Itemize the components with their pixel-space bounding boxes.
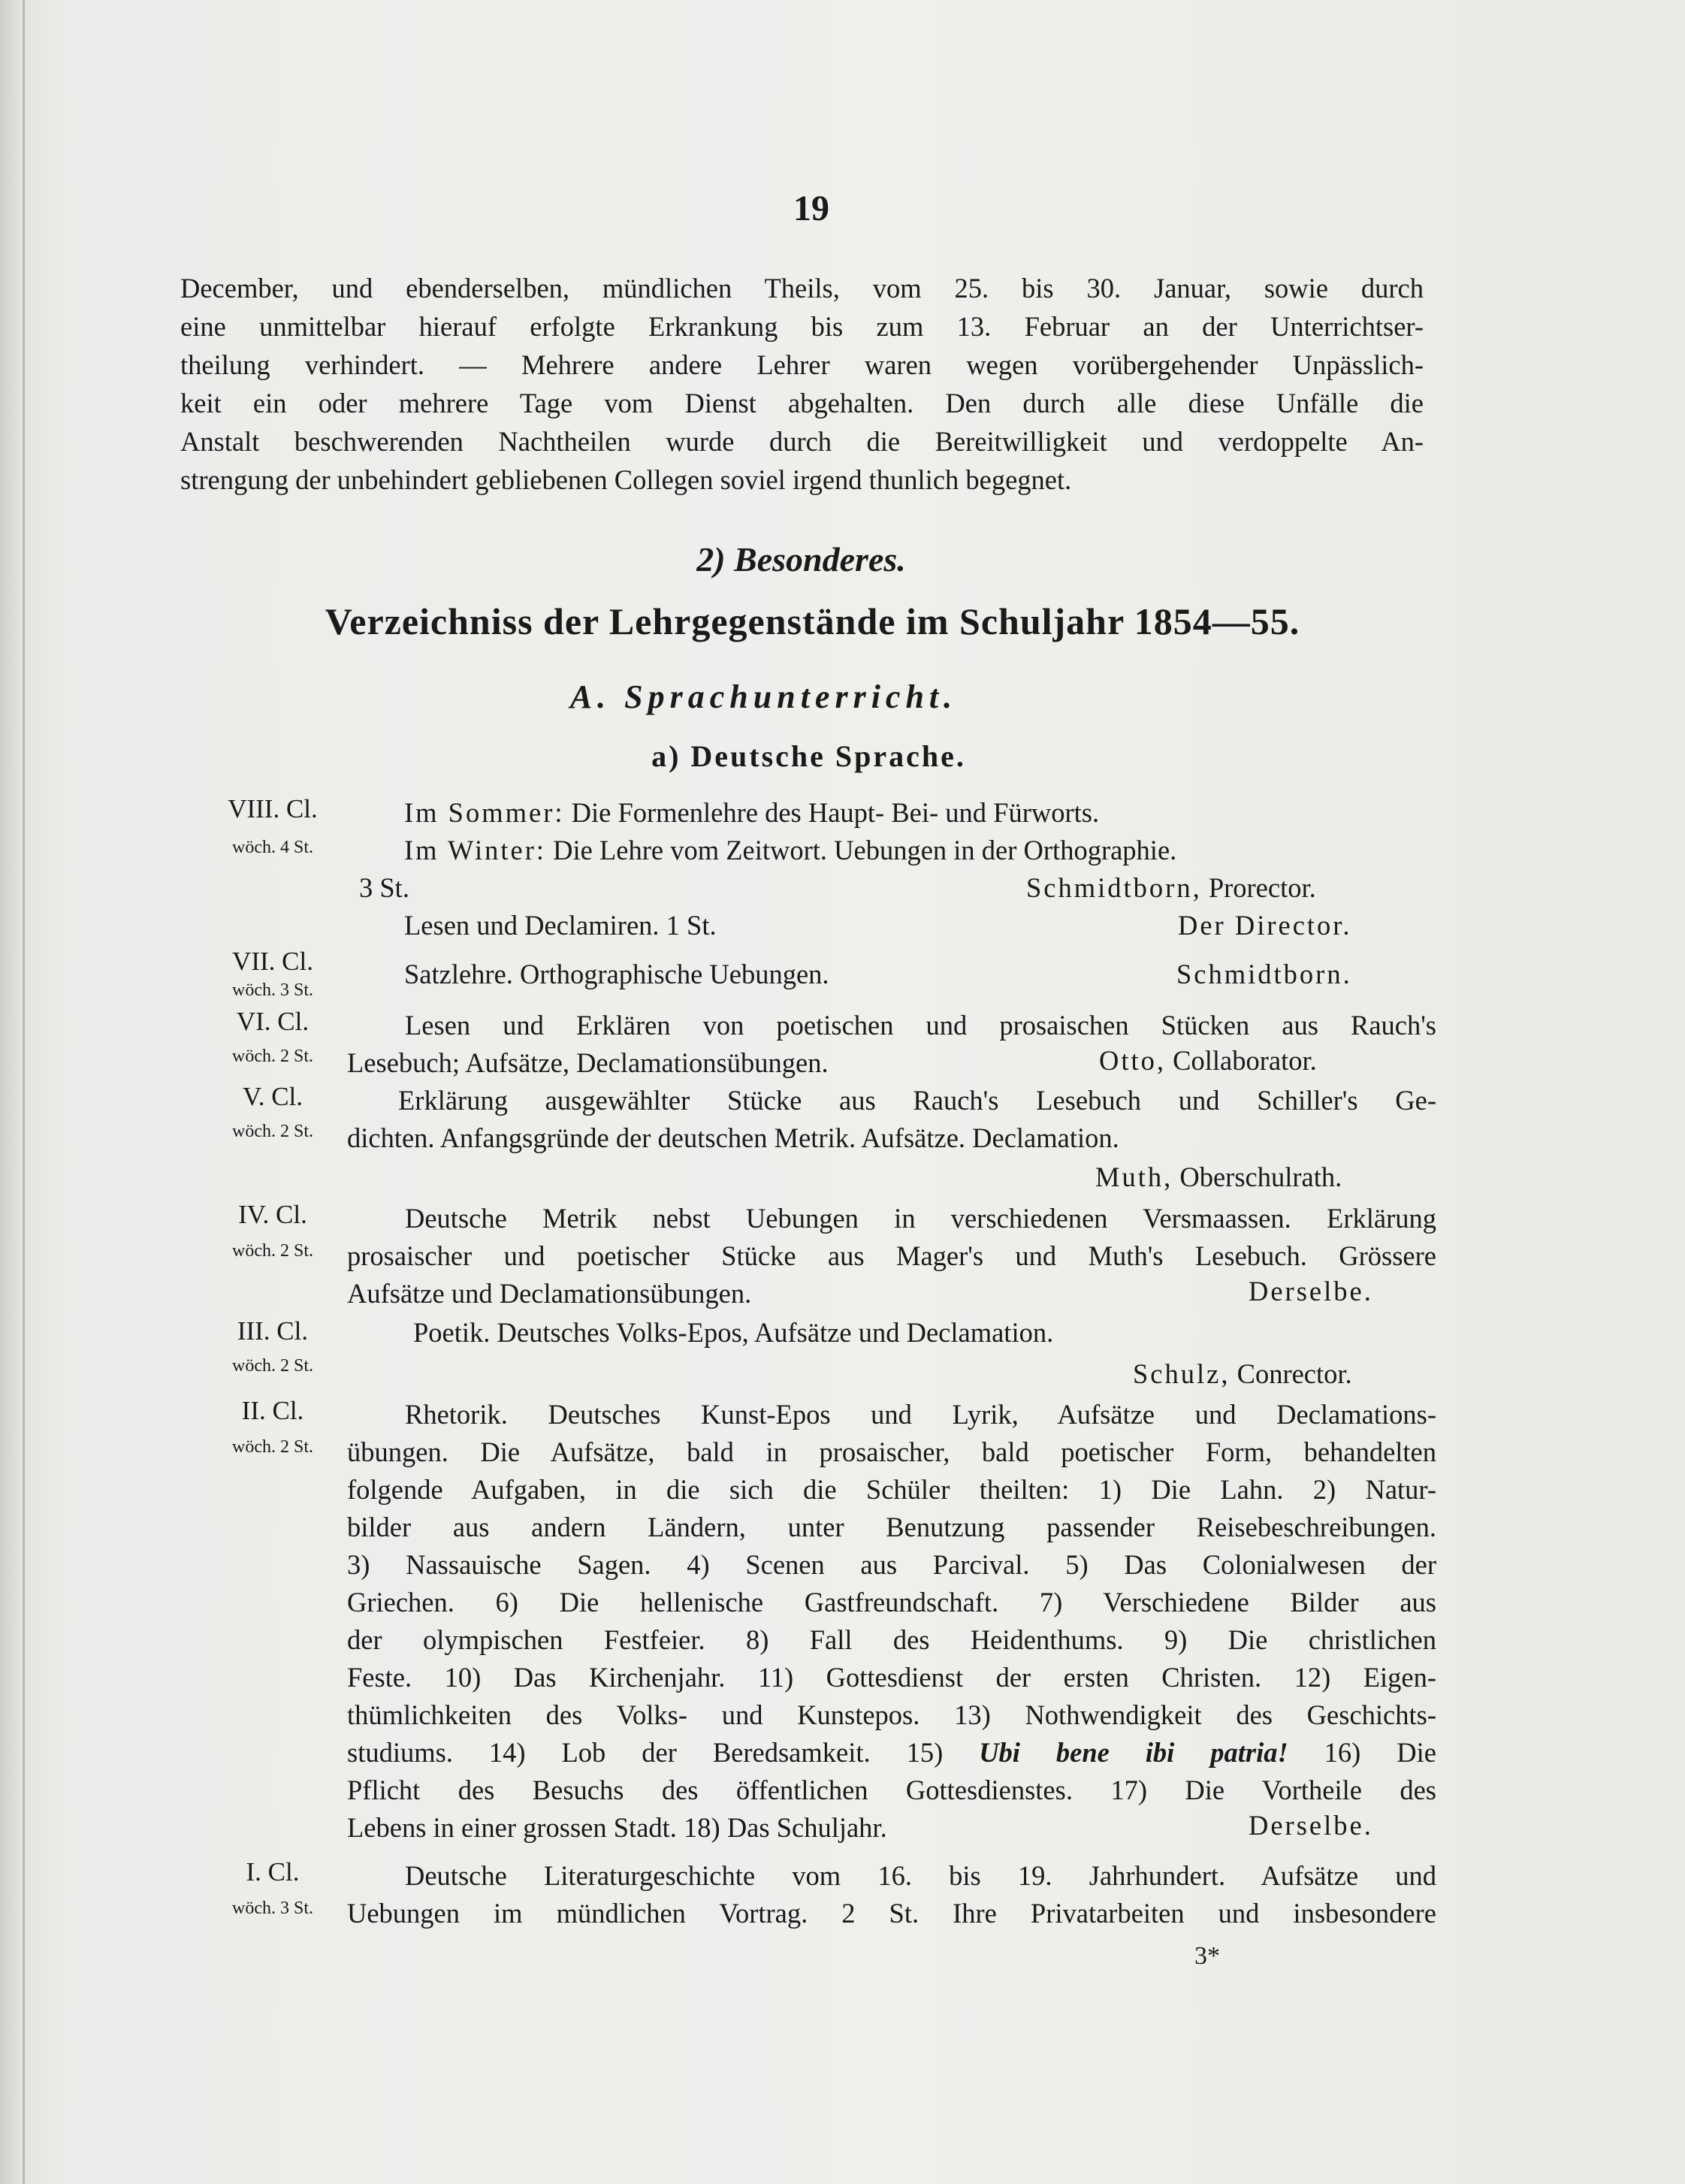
text-line: Erklärung ausgewählter Stücke aus Rauch's Lesebuch und Schiller's Ge- xyxy=(398,1085,1436,1116)
class-label-ii: II. Cl. xyxy=(241,1396,304,1425)
teacher-name: Muth, xyxy=(1095,1161,1173,1192)
text-line: Deutsche Literaturgeschichte vom 16. bis 19. Jahrhundert. Aufsätze und xyxy=(405,1860,1436,1891)
season-label: Im Winter: xyxy=(404,835,547,865)
intro-paragraph xyxy=(180,269,1424,499)
signature-mark: 3* xyxy=(1194,1942,1220,1970)
text-line: Griechen. 6) Die hellenische Gastfreundschaft. 7) Verschiedene Bilder aus xyxy=(347,1587,1436,1618)
class-label-iii: III. Cl. xyxy=(237,1316,309,1346)
intro-line: theilung verhindert. — Mehrere andere Lehrer waren wegen vorübergehender Unpässlich- xyxy=(180,349,1424,380)
teacher-name: Schmidtborn. xyxy=(1176,959,1352,989)
teacher-director: Der Director. xyxy=(1178,910,1352,941)
ubi-before: studiums. 14) Lob der Beredsamkeit. 15) xyxy=(347,1737,944,1768)
text-line: prosaischer und poetischer Stücke aus Mager's und Muth's Lesebuch. Grössere xyxy=(347,1240,1436,1271)
text-line: 3) Nassauische Sagen. 4) Scenen aus Parcival. 5) Das Colonialwesen der xyxy=(347,1549,1436,1580)
class-hours-ii: wöch. 2 St. xyxy=(232,1437,313,1457)
winter-text: Die Lehre vom Zeitwort. Uebungen in der Orthographie. xyxy=(553,835,1177,865)
heading-title: Verzeichniss der Lehrgegenstände im Schuljahr 1854—55. xyxy=(325,600,1300,642)
intro-line: keit ein oder mehrere Tage vom Dienst abgehalten. Den durch alle diese Unfälle die xyxy=(180,388,1424,418)
text-line: Uebungen im mündlichen Vortrag. 2 St. Ihre Privatarbeiten und insbesondere xyxy=(347,1898,1436,1929)
teacher-name: Schulz, xyxy=(1133,1358,1231,1389)
text-line: Rhetorik. Deutsches Kunst-Epos und Lyrik, Aufsätze und Declamations- xyxy=(405,1399,1436,1430)
text-line: Lesen und Erklären von poetischen und prosaischen Stücken aus Rauch's xyxy=(405,1010,1436,1041)
text-line: Aufsätze und Declamationsübungen. xyxy=(347,1278,752,1309)
text-line: Pflicht des Besuchs des öffentlichen Gottesdienstes. 17) Die Vortheile des xyxy=(347,1775,1436,1805)
class-vii-text: Satzlehre. Orthographische Uebungen. xyxy=(404,959,829,989)
heading-sprachunterricht: A. Sprachunterricht. xyxy=(569,678,958,715)
teacher-line xyxy=(1095,1161,1342,1193)
class-label-vi: VI. Cl. xyxy=(236,1007,310,1036)
class-label-i: I. Cl. xyxy=(246,1857,300,1886)
teacher-name: Otto, xyxy=(1099,1045,1167,1076)
latin-phrase: Ubi bene ibi patria! xyxy=(979,1737,1288,1768)
heading-besonderes: 2) Besonderes. xyxy=(696,540,906,578)
intro-line: eine unmittelbar hierauf erfolgte Erkrankung bis zum 13. Februar an der Unterrichtser- xyxy=(180,311,1424,342)
teacher-line xyxy=(1133,1358,1352,1390)
intro-line: December, und ebenderselben, mündlichen Theils, vom 25. bis 30. Januar, sowie durch xyxy=(180,273,1424,304)
teacher-name: Schmidtborn, xyxy=(1026,872,1202,903)
text-line: der olympischen Festfeier. 8) Fall des Heidenthums. 9) Die christlichen xyxy=(347,1624,1436,1655)
class-hours-viii: wöch. 4 St. xyxy=(232,838,313,857)
text-line xyxy=(404,794,1433,832)
text-line: thümlichkeiten des Volks- und Kunstepos. 13) Nothwendigkeit des Geschichts- xyxy=(347,1699,1436,1730)
intro-line: Anstalt beschwerenden Nachtheilen wurde durch die Bereitwilligkeit und verdoppelte An- xyxy=(180,426,1424,457)
teacher-title: Oberschulrath. xyxy=(1179,1161,1342,1192)
teacher-title: Prorector. xyxy=(1208,872,1316,903)
text-line: übungen. Die Aufsätze, bald in prosaischer, bald poetischer Form, behandelten xyxy=(347,1436,1436,1467)
page-edge-shadow xyxy=(23,0,25,2184)
teacher-name: Derselbe. xyxy=(1249,1276,1373,1306)
class-i-text xyxy=(347,1857,1436,1932)
sommer-text: Die Formenlehre des Haupt- Bei- und Fürworts. xyxy=(571,797,1100,828)
class-hours-vi: wöch. 2 St. xyxy=(232,1047,313,1066)
teacher-title: Conrector. xyxy=(1237,1358,1352,1389)
class-hours-v: wöch. 2 St. xyxy=(232,1122,313,1141)
class-hours-i: wöch. 3 St. xyxy=(232,1899,313,1918)
hours-line: 3 St. xyxy=(359,872,409,903)
text-line: Deutsche Metrik nebst Uebungen in verschiedenen Versmaassen. Erklärung xyxy=(405,1203,1436,1234)
text-line: Lesebuch; Aufsätze, Declamationsübungen. xyxy=(347,1047,829,1078)
class-hours-iii: wöch. 2 St. xyxy=(232,1356,313,1376)
teacher-line xyxy=(1099,1044,1317,1077)
heading-deutsche-sprache: a) Deutsche Sprache. xyxy=(651,739,966,773)
teacher-name: Derselbe. xyxy=(1249,1810,1373,1841)
class-label-viii: VIII. Cl. xyxy=(228,794,318,823)
lesen-line: Lesen und Declamiren. 1 St. xyxy=(404,910,717,941)
teacher-title: Collaborator. xyxy=(1173,1045,1317,1076)
class-label-iv: IV. Cl. xyxy=(238,1200,307,1229)
teacher-line xyxy=(1026,871,1316,904)
text-line: bilder aus andern Ländern, unter Benutzung passender Reisebeschreibungen. xyxy=(347,1512,1436,1542)
text-line xyxy=(347,1734,1436,1772)
class-iii-text: Poetik. Deutsches Volks-Epos, Aufsätze und Declamation. xyxy=(413,1317,1054,1348)
class-viii-text xyxy=(404,794,1433,869)
text-line xyxy=(404,832,1433,869)
class-ii-text xyxy=(347,1396,1436,1847)
text-line: dichten. Anfangsgründe der deutschen Metrik. Aufsätze. Declamation. xyxy=(347,1122,1119,1153)
class-label-vii: VII. Cl. xyxy=(232,947,313,976)
page-number: 19 xyxy=(793,189,829,228)
intro-line: strengung der unbehindert gebliebenen Collegen soviel irgend thunlich begegnet. xyxy=(180,464,1072,495)
text-line: folgende Aufgaben, in die sich die Schüler theilten: 1) Die Lahn. 2) Natur- xyxy=(347,1474,1436,1505)
class-hours-iv: wöch. 2 St. xyxy=(232,1241,313,1261)
text-line: Lebens in einer grossen Stadt. 18) Das Schuljahr. xyxy=(347,1812,887,1843)
class-hours-vii: wöch. 3 St. xyxy=(232,980,313,1000)
class-v-text xyxy=(347,1082,1436,1157)
season-label: Im Sommer: xyxy=(404,797,565,828)
ubi-after: 16) Die xyxy=(1324,1737,1436,1768)
text-line: Feste. 10) Das Kirchenjahr. 11) Gottesdienst der ersten Christen. 12) Eigen- xyxy=(347,1662,1436,1693)
class-label-v: V. Cl. xyxy=(242,1082,303,1111)
